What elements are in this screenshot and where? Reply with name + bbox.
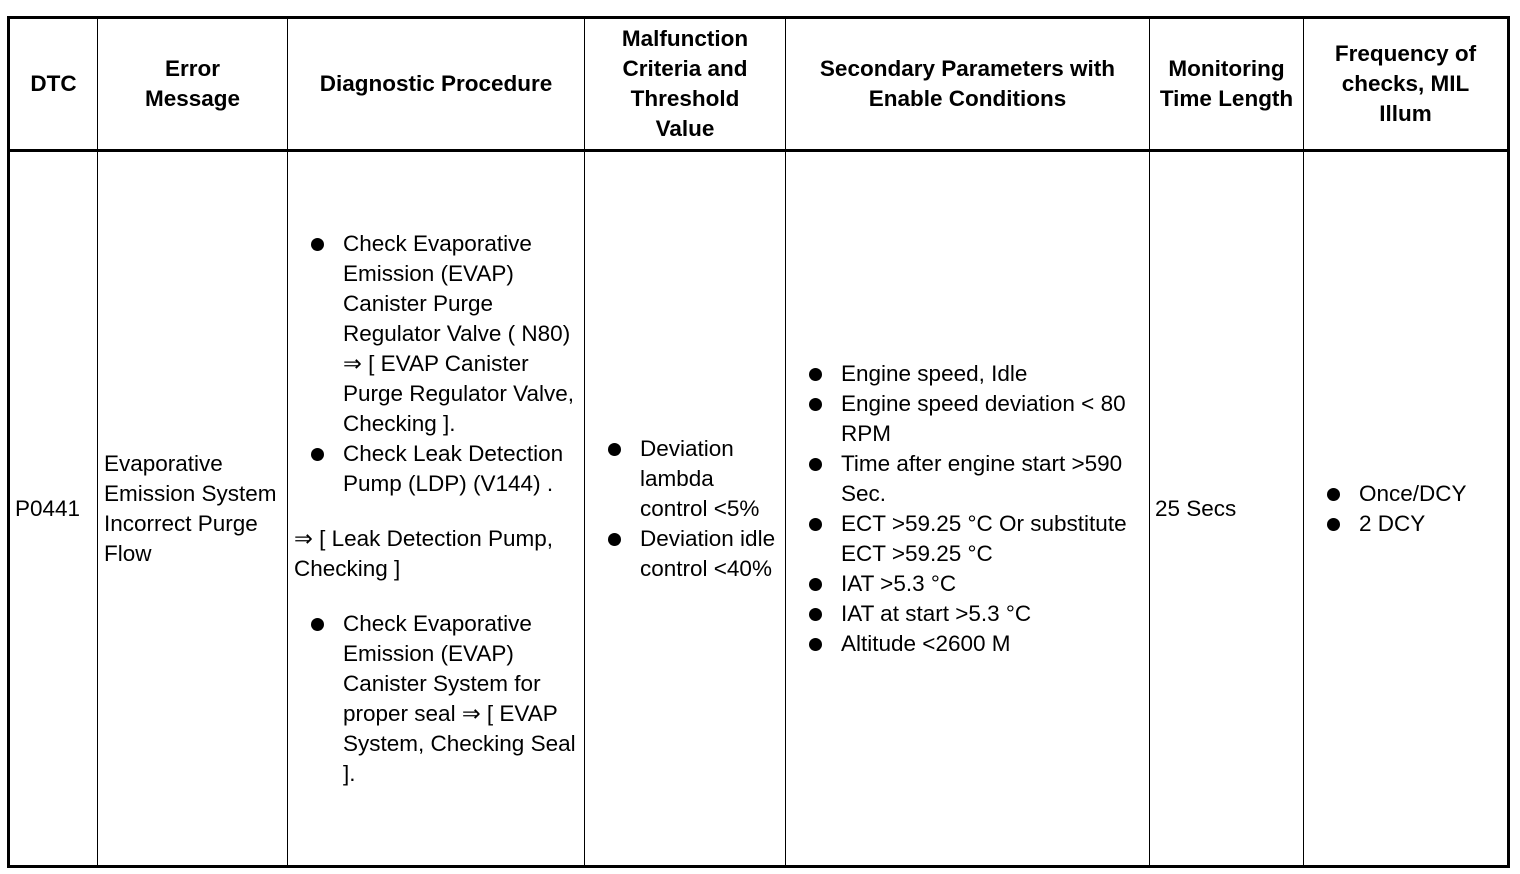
bullet-icon bbox=[809, 368, 822, 381]
header-diagnostic-procedure: Diagnostic Procedure bbox=[288, 18, 585, 151]
list-item bbox=[786, 389, 1149, 449]
parameter-text: Engine speed deviation < 80 RPM bbox=[841, 390, 1126, 446]
list-item bbox=[585, 434, 785, 524]
header-error-message: Error Message bbox=[98, 18, 288, 151]
procedure-steps-before bbox=[288, 229, 584, 499]
procedure-step-text: Check Evaporative Emission (EVAP) Canister System for proper seal ⇒ [ EVAP System, Checking Seal ]. bbox=[343, 610, 576, 786]
list-item bbox=[1304, 479, 1507, 509]
header-secondary-parameters: Secondary Parameters with Enable Conditions bbox=[786, 18, 1150, 151]
bullet-icon bbox=[809, 398, 822, 411]
parameter-text: Engine speed, Idle bbox=[841, 360, 1028, 386]
procedure-step-text: Check Leak Detection Pump (LDP) (V144) . bbox=[343, 440, 564, 496]
frequency-text: 2 DCY bbox=[1359, 510, 1426, 536]
dtc-table bbox=[7, 16, 1510, 868]
list-item bbox=[288, 609, 584, 789]
bullet-icon bbox=[809, 458, 822, 471]
frequency-list bbox=[1304, 479, 1507, 539]
list-item bbox=[786, 449, 1149, 509]
cell-malfunction-criteria bbox=[585, 151, 786, 867]
parameter-text: ECT >59.25 °C Or substitute ECT >59.25 °C bbox=[841, 510, 1127, 566]
malfunction-list bbox=[585, 434, 785, 584]
cell-error-message: Evaporative Emission System Incorrect Purge Flow bbox=[98, 151, 288, 867]
criteria-text: Deviation lambda control <5% bbox=[640, 435, 760, 521]
bullet-icon bbox=[311, 238, 324, 251]
bullet-icon bbox=[809, 638, 822, 651]
bullet-icon bbox=[809, 578, 822, 591]
table-body bbox=[9, 151, 1509, 867]
frequency-text: Once/DCY bbox=[1359, 480, 1467, 506]
procedure-steps-after bbox=[288, 609, 584, 789]
cell-secondary-parameters bbox=[786, 151, 1150, 867]
secondary-parameters-list bbox=[786, 359, 1149, 659]
cell-dtc: P0441 bbox=[9, 151, 98, 867]
parameter-text: Time after engine start >590 Sec. bbox=[841, 450, 1123, 506]
bullet-icon bbox=[311, 448, 324, 461]
parameter-text: IAT >5.3 °C bbox=[841, 570, 957, 596]
cell-frequency bbox=[1304, 151, 1509, 867]
bullet-icon bbox=[1327, 488, 1340, 501]
list-item bbox=[288, 229, 584, 439]
bullet-icon bbox=[809, 518, 822, 531]
bullet-icon bbox=[608, 533, 621, 546]
procedure-step-text: Check Evaporative Emission (EVAP) Canister Purge Regulator Valve ( N80) ⇒ [ EVAP Canister Purge Regulator Valve, Checking ]. bbox=[343, 230, 574, 436]
bullet-icon bbox=[809, 608, 822, 621]
header-frequency: Frequency of checks, MIL Illum bbox=[1304, 18, 1509, 151]
table-row bbox=[9, 151, 1509, 867]
list-item bbox=[288, 439, 584, 499]
table-header bbox=[9, 18, 1509, 151]
header-dtc: DTC bbox=[9, 18, 98, 151]
bullet-icon bbox=[608, 443, 621, 456]
list-item bbox=[585, 524, 785, 584]
list-item bbox=[786, 509, 1149, 569]
list-item bbox=[1304, 509, 1507, 539]
header-malfunction-criteria: Malfunction Criteria and Threshold Value bbox=[585, 18, 786, 151]
list-item bbox=[786, 599, 1149, 629]
header-monitoring-time: Monitoring Time Length bbox=[1150, 18, 1304, 151]
criteria-text: Deviation idle control <40% bbox=[640, 525, 776, 581]
cell-diagnostic-procedure bbox=[288, 151, 585, 867]
list-item bbox=[786, 569, 1149, 599]
list-item bbox=[786, 629, 1149, 659]
list-item bbox=[786, 359, 1149, 389]
procedure-note: ⇒ [ Leak Detection Pump, Checking ] bbox=[294, 525, 553, 581]
header-row bbox=[9, 18, 1509, 151]
cell-monitoring-time: 25 Secs bbox=[1150, 151, 1304, 867]
bullet-icon bbox=[1327, 518, 1340, 531]
bullet-icon bbox=[311, 618, 324, 631]
parameter-text: IAT at start >5.3 °C bbox=[841, 600, 1032, 626]
parameter-text: Altitude <2600 M bbox=[841, 630, 1011, 656]
